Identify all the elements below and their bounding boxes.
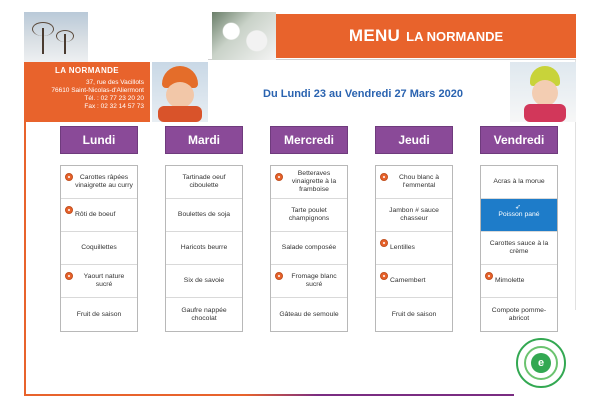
meal-item: [481, 298, 557, 331]
meal-list: [60, 165, 138, 332]
restaurant-phone: Tél. : 02 77 23 20 20: [84, 95, 144, 102]
menu-title-banner: [276, 14, 576, 58]
meal-list: [480, 165, 558, 332]
restaurant-address-2: 76610 Saint-Nicolas-d'Aliermont: [51, 87, 144, 94]
meal-list: [375, 165, 453, 332]
coat: [524, 104, 566, 122]
meal-item: [271, 232, 347, 265]
face: [166, 82, 194, 108]
meal-item: [376, 265, 452, 298]
meal-list: [270, 165, 348, 332]
child-yellow-hat-photo: [510, 62, 576, 122]
day-header: Mercredi: [270, 126, 348, 154]
meal-item: [481, 232, 557, 265]
face: [532, 80, 558, 106]
child-orange-hat-photo: [152, 62, 208, 122]
meal-item: [61, 166, 137, 199]
meal-text: Gâteau de semoule: [279, 310, 339, 318]
tree-trunk: [64, 34, 66, 54]
week-range: Du Lundi 23 au Vendredi 27 Mars 2020: [263, 88, 463, 100]
meal-item: [166, 199, 242, 232]
meal-item: [271, 265, 347, 298]
meal-list: [165, 165, 243, 332]
meal-text: Tartinade oeuf ciboulette: [182, 174, 226, 189]
menu-title: MENU: [348, 26, 401, 45]
meal-item: [166, 298, 242, 331]
meal-text: Chou blanc à l'emmental: [398, 174, 440, 189]
meal-item: [61, 232, 137, 265]
local-product-icon: [275, 272, 283, 280]
day-header: Jeudi: [375, 126, 453, 154]
meal-item: [166, 232, 242, 265]
fish-icon: ➶: [515, 204, 521, 211]
meal-text: Fruit de saison: [76, 310, 122, 318]
menu-subtitle: LA NORMANDE: [406, 28, 504, 44]
local-product-icon: [485, 272, 493, 280]
local-product-icon: [380, 272, 388, 280]
meal-item: [271, 298, 347, 331]
meal-item: [271, 199, 347, 232]
meal-text: Rôti de boeuf: [75, 211, 116, 218]
meal-item: [376, 166, 452, 199]
restaurant-fax: Fax : 02 32 14 57 73: [84, 103, 144, 110]
meal-item: [271, 166, 347, 199]
meal-item: [61, 265, 137, 298]
restaurant-name: LA NORMANDE: [54, 66, 120, 75]
restaurant-address-1: 37, rue des Vacillots: [85, 79, 144, 86]
local-product-icon: [380, 239, 388, 247]
eco-core: e: [531, 353, 551, 373]
local-product-icon: [65, 173, 73, 181]
local-product-icon: [275, 173, 283, 181]
frame-bottom: [24, 394, 514, 396]
meal-text: Haricots beurre: [180, 244, 228, 251]
meal-item: [481, 166, 557, 199]
meal-text: Coquillettes: [81, 244, 117, 251]
local-product-icon: [380, 173, 388, 181]
meal-text: Salade composée: [281, 244, 337, 251]
meal-text: Boulettes de soja: [177, 211, 231, 218]
meal-text: Gaufre nappée chocolat: [181, 306, 227, 322]
meal-item: [61, 298, 137, 331]
meal-text: Tarte poulet champignons: [288, 207, 330, 222]
restaurant-info: [24, 62, 150, 122]
eco-label-icon: [516, 338, 566, 388]
meal-text: Fruit de saison: [391, 310, 437, 318]
day-column-mardi: [165, 126, 243, 332]
day-header: Vendredi: [480, 126, 558, 154]
meal-text: Carottes sauce à la crème: [489, 240, 549, 255]
meal-text: Mimolette: [495, 277, 525, 284]
meal-text: Yaourt nature sucré: [83, 273, 125, 288]
day-column-jeudi: [375, 126, 453, 332]
meal-text: Fromage blanc sucré: [291, 273, 337, 288]
meal-item: [376, 232, 452, 265]
meal-item: [166, 265, 242, 298]
day-column-lundi: [60, 126, 138, 332]
meal-text: Betteraves vinaigrette à la framboise: [291, 170, 337, 193]
eco-ring: [524, 346, 558, 380]
day-header: Lundi: [60, 126, 138, 154]
winter-trees-photo: [24, 12, 88, 62]
local-product-icon: [65, 206, 73, 214]
snowy-branches-photo: [212, 12, 276, 60]
day-column-mercredi: [270, 126, 348, 332]
tree-trunk: [42, 28, 44, 54]
meal-text: Six de savoie: [183, 277, 225, 284]
local-product-icon: [65, 272, 73, 280]
day-column-vendredi: [480, 126, 558, 332]
meal-text: Acras à la morue: [493, 178, 545, 185]
meal-text: Poisson pané: [498, 211, 540, 218]
meal-item: [376, 199, 452, 232]
meal-text: Camembert: [390, 277, 426, 284]
meal-item-highlighted: [481, 199, 557, 232]
meal-text: Carottes râpées vinaigrette au curry: [75, 174, 133, 189]
meal-text: Lentilles: [390, 244, 415, 251]
meal-text: Jambon # sauce chasseur: [389, 207, 439, 222]
day-header: Mardi: [165, 126, 243, 154]
meal-item: [166, 166, 242, 199]
meal-item: [61, 199, 137, 232]
meal-item: [376, 298, 452, 331]
meal-text: Compote pomme-abricot: [491, 306, 547, 322]
scarf: [158, 106, 202, 122]
meal-item: [481, 265, 557, 298]
